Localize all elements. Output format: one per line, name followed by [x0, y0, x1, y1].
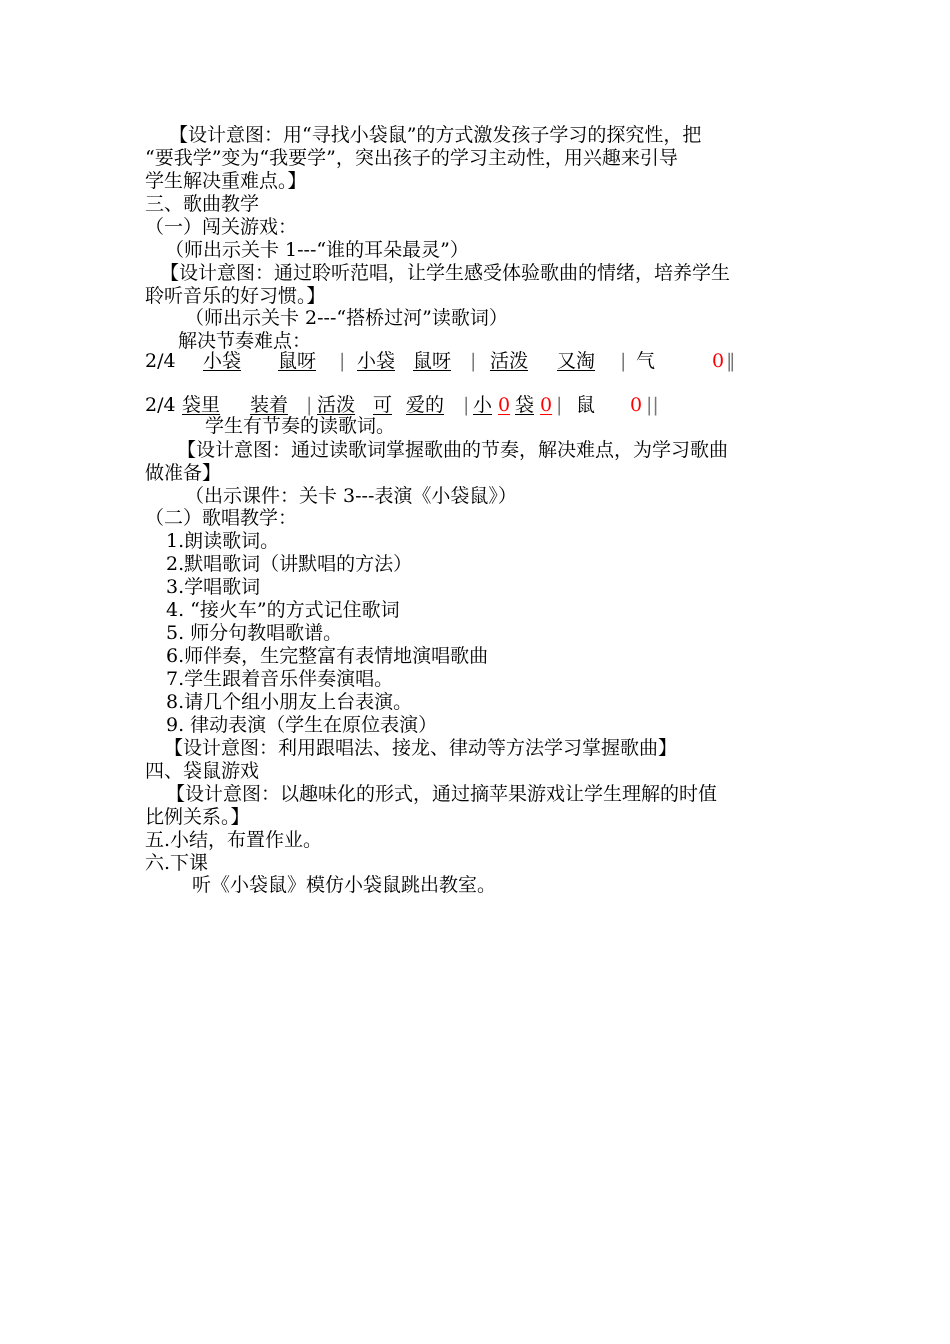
design-intent-1-line-3: 学生解决重难点。】 — [145, 170, 307, 192]
bar-line: | — [556, 394, 563, 416]
step-1: 1.朗读歌词。 — [166, 530, 280, 552]
rest-zero: 0 — [712, 350, 725, 372]
step-9: 9. 律动表演（学生在原位表演） — [166, 714, 438, 736]
rhythm-word: 鼠呀 — [413, 350, 452, 372]
rhythm-word: 小袋 — [357, 350, 396, 372]
design-intent-2-line-1: 【设计意图：通过聆听范唱，让学生感受体验歌曲的情绪，培养学生 — [160, 262, 731, 284]
rhythm-difficulty-label: 解决节奏难点： — [178, 330, 312, 352]
design-intent-2-line-2: 聆听音乐的好习惯。】 — [145, 285, 326, 307]
rhythm-line-1 — [0, 350, 950, 372]
design-intent-3-line-2: 做准备】 — [145, 462, 222, 484]
section-heading-song-teaching: 三、歌曲教学 — [145, 193, 260, 215]
bar-line: | — [463, 394, 470, 416]
level-1-line: （师出示关卡 1---“谁的耳朵最灵”） — [165, 239, 469, 261]
rhythm-reading-note: 学生有节奏的读歌词。 — [205, 415, 396, 437]
bar-line: | — [620, 350, 627, 372]
bar-line: | — [306, 394, 313, 416]
rest-zero: 0 — [630, 394, 643, 416]
rhythm-word: 小袋 — [203, 350, 242, 372]
dismissal-activity: 听《小袋鼠》模仿小袋鼠跳出教室。 — [192, 874, 497, 896]
section-heading-kangaroo-game: 四、袋鼠游戏 — [145, 760, 260, 782]
bar-line: | — [339, 350, 346, 372]
step-2: 2.默唱歌词（讲默唱的方法） — [166, 553, 413, 575]
step-4: 4. “接火车”的方式记住歌词 — [166, 599, 400, 621]
rhythm-word: 爱的 — [406, 394, 445, 416]
rhythm-word: 袋里 — [182, 394, 221, 416]
level-2-line: （师出示关卡 2---“搭桥过河”读歌词） — [185, 307, 508, 329]
level-3-line: （出示课件：关卡 3---表演《小袋鼠》） — [185, 485, 517, 507]
rhythm-word: 活泼 — [317, 394, 356, 416]
step-8: 8.请几个组小朋友上台表演。 — [166, 691, 413, 713]
end-bar-line: ‖ — [726, 350, 736, 372]
step-7: 7.学生跟着音乐伴奏演唱。 — [166, 668, 394, 690]
rest-zero: 0 — [540, 394, 553, 416]
rhythm-word: 又淘 — [557, 350, 596, 372]
design-intent-3-line-1: 【设计意图：通过读歌词掌握歌曲的节奏，解决难点，为学习歌曲 — [177, 439, 729, 461]
rhythm-line-2 — [0, 394, 950, 416]
step-6: 6.师伴奏，生完整富有表情地演唱歌曲 — [166, 645, 489, 667]
design-intent-1-line-2: “要我学”变为“我要学”，突出孩子的学习主动性，用兴趣来引导 — [145, 147, 678, 169]
step-3: 3.学唱歌词 — [166, 576, 261, 598]
rhythm-word: 装着 — [250, 394, 289, 416]
subsection-level-game: （一）闯关游戏： — [145, 216, 298, 238]
subsection-singing-teaching: （二）歌唱教学： — [145, 507, 298, 529]
design-intent-5-line-2: 比例关系。】 — [145, 806, 250, 828]
rest-zero: 0 — [498, 394, 511, 416]
rhythm-meter: 2/4 — [145, 350, 176, 372]
rhythm-meter: 2/4 — [145, 394, 176, 416]
design-intent-1-line-1: 【设计意图：用“寻找小袋鼠”的方式激发孩子学习的探究性，把 — [169, 124, 702, 146]
section-heading-summary: 五.小结，布置作业。 — [145, 829, 323, 851]
rhythm-word: 袋 — [515, 394, 535, 416]
design-intent-5-line-1: 【设计意图：以趣味化的形式，通过摘苹果游戏让学生理解的时值 — [166, 783, 718, 805]
rhythm-word: 小 — [473, 394, 493, 416]
rhythm-word: 可 — [373, 394, 393, 416]
bar-line: | — [470, 350, 477, 372]
section-heading-dismissal: 六.下课 — [145, 852, 209, 874]
rhythm-word: 鼠 — [576, 394, 596, 416]
rhythm-word: 活泼 — [490, 350, 529, 372]
rhythm-word: 鼠呀 — [278, 350, 317, 372]
step-5: 5. 师分句教唱歌谱。 — [166, 622, 343, 644]
rhythm-word: 气 — [636, 350, 656, 372]
end-bar-line: || — [646, 394, 659, 416]
design-intent-4: 【设计意图：利用跟唱法、接龙、律动等方法学习掌握歌曲】 — [164, 737, 678, 759]
